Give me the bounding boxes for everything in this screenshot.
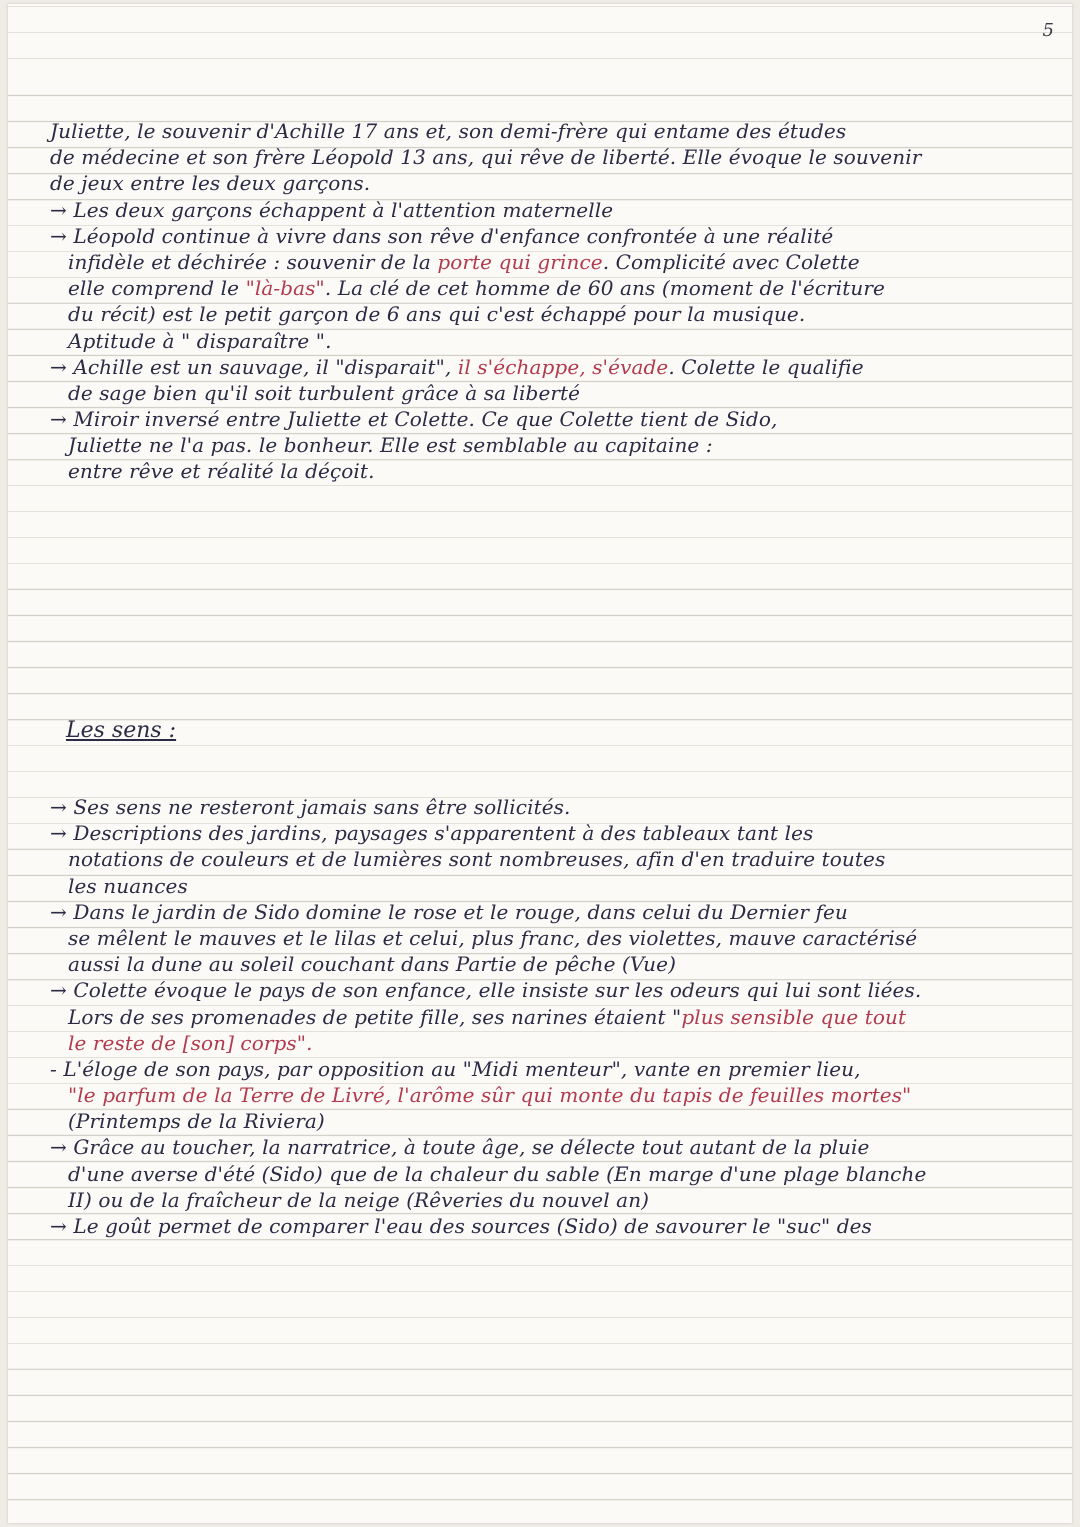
section-1-text: [50, 118, 1050, 485]
ink-text: → Léopold continue à vivre dans son rêve d'enfance confrontée à une réalité: [50, 223, 834, 248]
ink-text: II) ou de la fraîcheur de la neige (Rêveries du nouvel an): [68, 1187, 650, 1212]
ink-text: du récit) est le petit garçon de 6 ans qui c'est échappé pour la musique.: [68, 302, 806, 327]
note-line: [50, 951, 1050, 977]
ink-text: de médecine et son frère Léopold 13 ans, qui rêve de liberté. Elle évoque le souvenir: [50, 145, 922, 170]
ink-text: Juliette ne l'a pas. le bonheur. Elle est semblable au capitaine :: [68, 433, 713, 458]
ink-text: de sage bien qu'il soit turbulent grâce à sa liberté: [68, 380, 581, 405]
note-line: [50, 925, 1050, 951]
ink-text: → Grâce au toucher, la narratrice, à toute âge, se délecte tout autant de la pluie: [50, 1135, 870, 1160]
ink-text: d'une averse d'été (Sido) que de la chaleur du sable (En marge d'une plage blanche: [68, 1161, 927, 1186]
ink-text: . Complicité avec Colette: [602, 249, 860, 274]
ink-text: → Descriptions des jardins, paysages s'apparentent à des tableaux tant les: [50, 821, 814, 846]
red-ink-text: "le parfum de la Terre de Livré, l'arôme sûr qui monte du tapis de feuilles mortes": [68, 1083, 912, 1108]
ink-text: - L'éloge de son pays, par opposition au "Midi menteur", vante en premier lieu,: [50, 1056, 861, 1081]
ink-text: de jeux entre les deux garçons.: [50, 171, 371, 196]
ink-text: (Printemps de la Riviera): [68, 1109, 325, 1134]
ink-text: → Achille est un sauvage, il "disparait",: [50, 354, 458, 379]
note-line: [50, 977, 1050, 1003]
note-line: [50, 197, 1050, 223]
note-line: [50, 1134, 1050, 1160]
section-2-text: [50, 794, 1050, 1239]
ink-text: → Miroir inversé entre Juliette et Colette. Ce que Colette tient de Sido,: [50, 407, 778, 432]
note-line: [50, 873, 1050, 899]
ink-text: Aptitude à " disparaître ".: [68, 328, 332, 353]
page-number: 5: [1042, 20, 1054, 41]
ink-text: → Dans le jardin de Sido domine le rose et le rouge, dans celui du Dernier feu: [50, 899, 848, 924]
note-line: [50, 1030, 1050, 1056]
note-line: [50, 1056, 1050, 1082]
ink-text: . Colette le qualifie: [668, 354, 864, 379]
red-ink-text: il s'échappe, s'évade: [457, 354, 669, 379]
red-ink-text: plus sensible que tout: [681, 1004, 907, 1029]
ink-text: aussi la dune au soleil couchant dans Partie de pêche (Vue): [68, 952, 676, 977]
note-line: [50, 380, 1050, 406]
note-line: [50, 170, 1050, 196]
ink-text: notations de couleurs et de lumières sont nombreuses, afin d'en traduire toutes: [68, 847, 886, 872]
note-line: [50, 820, 1050, 846]
note-line: [50, 432, 1050, 458]
note-line: [50, 275, 1050, 301]
note-line: [50, 144, 1050, 170]
ink-text: → Le goût permet de comparer l'eau des sources (Sido) de savourer le "suc" des: [50, 1214, 872, 1238]
note-line: [50, 1082, 1050, 1108]
note-line: [50, 846, 1050, 872]
note-line: [50, 1004, 1050, 1030]
note-line: [50, 406, 1050, 432]
ink-text: → Les deux garçons échappent à l'attention maternelle: [50, 197, 614, 222]
ink-text: elle comprend le: [68, 276, 246, 301]
ink-text: infidèle et déchirée : souvenir de la: [68, 249, 438, 274]
note-line: [50, 1108, 1050, 1134]
note-line: [50, 1213, 1050, 1239]
note-line: [50, 354, 1050, 380]
red-ink-text: "là-bas": [245, 276, 325, 301]
note-line: [50, 899, 1050, 925]
red-ink-text: le reste de [son] corps".: [68, 1030, 313, 1055]
ink-text: se mêlent le mauves et le lilas et celui, plus franc, des violettes, mauve caractérisé: [68, 925, 918, 950]
section-heading: Les sens :: [66, 718, 177, 743]
ink-text: Juliette, le souvenir d'Achille 17 ans et, son demi-frère qui entame des études: [50, 119, 847, 143]
note-line: [50, 1161, 1050, 1187]
ink-text: . La clé de cet homme de 60 ans (moment de l'écriture: [324, 276, 885, 301]
note-line: [50, 249, 1050, 275]
ink-text: → Ses sens ne resteront jamais sans être sollicités.: [50, 795, 571, 819]
note-line: [50, 301, 1050, 327]
ink-text: → Colette évoque le pays de son enfance, elle insiste sur les odeurs qui lui sont liées.: [50, 978, 922, 1003]
ink-text: les nuances: [68, 873, 188, 898]
ink-text: entre rêve et réalité la déçoit.: [68, 459, 375, 484]
note-line: [50, 1187, 1050, 1213]
note-line: [50, 118, 1050, 144]
red-ink-text: porte qui grince: [437, 249, 603, 274]
note-line: [50, 794, 1050, 820]
note-line: [50, 223, 1050, 249]
ink-text: Lors de ses promenades de petite fille, ses narines étaient ": [68, 1004, 682, 1029]
notebook-page: [8, 4, 1072, 1523]
note-line: [50, 328, 1050, 354]
note-line: [50, 458, 1050, 484]
